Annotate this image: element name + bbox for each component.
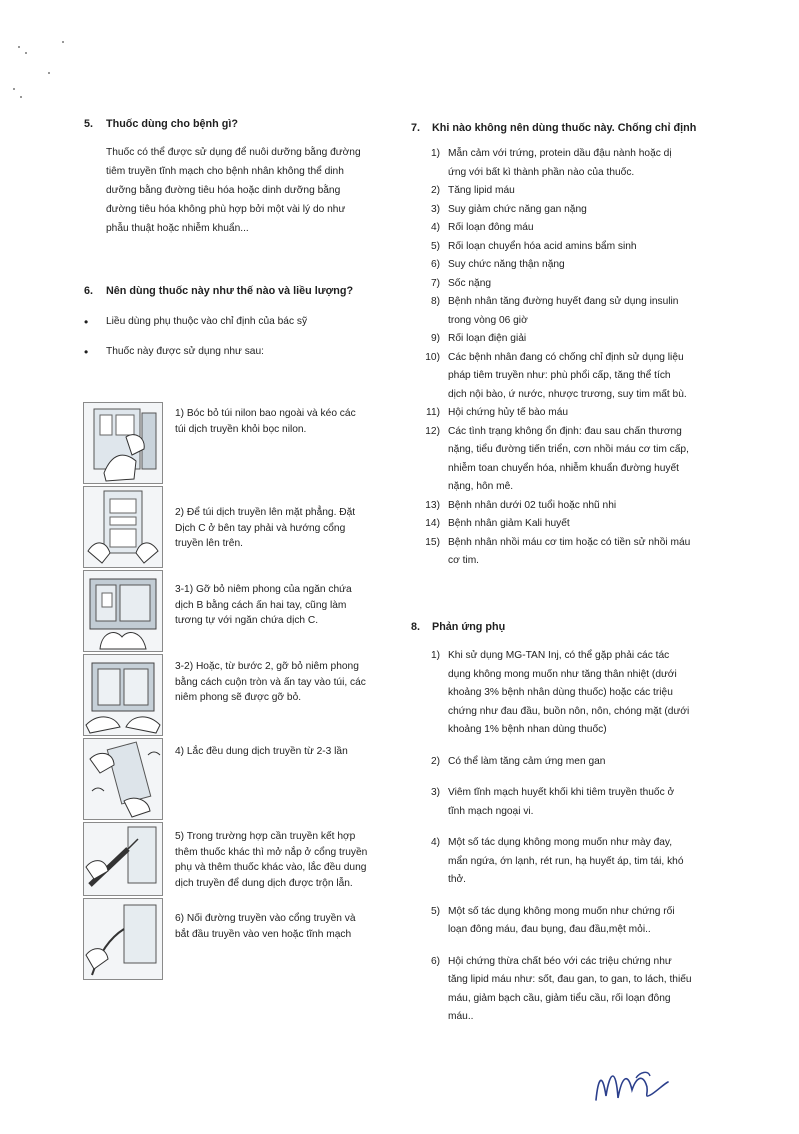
item-line: nặng, tiểu đường tiến triển, cơn nhồi máu cơ tim cấp, (448, 444, 689, 455)
item-number: 6) (430, 259, 440, 270)
bullet-item: • Liều dùng phụ thuộc vào chỉ định của bác sỹ (84, 315, 308, 329)
step-4-illustration (83, 738, 163, 820)
item-line: khoảng 3% bệnh nhân dùng thuốc) hoặc các triệu (448, 687, 673, 698)
list-item (412, 219, 712, 238)
section-5-title: Thuốc dùng cho bệnh gì? (106, 118, 238, 130)
list-item (412, 256, 712, 275)
step-3-2-text: 3-2) Hoặc, từ bước 2, gỡ bỏ niêm phong bằng cách cuộn tròn và ấn tay vào túi, các niêm phong sẽ được gỡ bỏ. (175, 661, 366, 703)
item-number: 1) (430, 650, 440, 661)
item-number: 5) (430, 240, 440, 252)
item-line: khoảng 1% bệnh nhan dùng thuốc) (448, 724, 607, 735)
item-line: nặng, hôn mê. (448, 481, 514, 492)
list-item (412, 145, 712, 182)
item-number: 12) (425, 425, 440, 437)
item-text (448, 275, 712, 294)
item-number: 10) (425, 351, 440, 363)
shaking-bag-icon (84, 739, 162, 819)
item-line: Một số tác dụng không mong muốn như chứng rối (448, 905, 675, 917)
item-line: Có thể làm tăng cảm ứng men gan (448, 755, 606, 767)
list-item (412, 201, 712, 220)
section-6-bullets (84, 313, 384, 361)
syringe-injection-icon (84, 823, 162, 895)
list-item (412, 423, 712, 497)
item-line: Rối loạn điện giải (448, 333, 527, 344)
item-text (448, 515, 712, 534)
item-number: 8) (430, 296, 440, 307)
item-line: Viêm tĩnh mạch huyết khối khi tiêm truyền thuốc ở (448, 787, 675, 798)
section-6-number: 6. (84, 285, 94, 297)
item-number: 3) (430, 787, 440, 798)
step-5-illustration (83, 822, 163, 896)
section-7-title: Khi nào không nên dùng thuốc này. Chống chỉ định (432, 122, 697, 134)
item-number: 5) (430, 905, 440, 917)
step-5-text: 5) Trong trường hợp cần truyền kết hợp thêm thuốc khác thì mở nắp ở cổng truyền phụ và thêm thuốc khác vào, lắc đều dung dịch truyền để dung dịch được trộn lẫn. (175, 831, 368, 889)
item-text (448, 953, 712, 1027)
list-item (412, 182, 712, 201)
item-line: Suy giảm chức năng gan nặng (448, 203, 587, 215)
item-number: 4) (430, 837, 440, 848)
item-line: Tăng lipid máu (448, 185, 515, 196)
scan-speck (13, 88, 15, 90)
section-8-title: Phản ứng phụ (432, 621, 506, 633)
pressing-seal-icon (84, 571, 162, 651)
list-item (412, 534, 712, 571)
item-line: dịch nội bào, ứ nước, nhược trương, suy tim mất bù. (448, 388, 687, 400)
item-line: máu.. (448, 1011, 474, 1022)
list-item (412, 953, 712, 1027)
rolling-bag-icon (84, 655, 162, 735)
item-number: 2) (430, 185, 440, 196)
item-line: Bệnh nhân nhồi máu cơ tim hoặc có tiền sử nhồi máu (448, 536, 691, 548)
item-line: Sốc nặng (448, 277, 492, 289)
item-line: Bệnh nhân dưới 02 tuổi hoặc nhũ nhi (448, 499, 617, 511)
step-1-text: 1) Bóc bỏ túi nilon bao ngoài và kéo các túi dịch truyền khỏi bọc nilon. (175, 408, 356, 435)
item-text (448, 330, 712, 349)
item-line: chứng như đau đầu, buồn nôn, nôn, chóng mặt (dưới (448, 705, 690, 717)
scan-speck (20, 96, 22, 98)
item-line: tăng lipid máu như: sốt, đau gan, to gan, to lách, thiếu (448, 974, 692, 985)
contraindication-list (412, 145, 712, 571)
item-number: 13) (425, 499, 440, 511)
item-line: mẩn ngứa, ớn lạnh, rét run, hạ huyết áp, tim tái, khó (448, 855, 684, 867)
item-line: pháp tiêm truyền như: phù phổi cấp, tăng thể tích (448, 370, 671, 381)
list-item (412, 647, 712, 740)
item-number: 4) (430, 222, 440, 233)
step-4-text: 4) Lắc đều dung dịch truyền từ 2-3 lần (175, 746, 348, 757)
item-text (448, 256, 712, 275)
item-number: 6) (430, 955, 440, 967)
item-line: Suy chức năng thận nặng (448, 259, 565, 270)
item-text (448, 238, 712, 257)
item-text (448, 753, 712, 772)
item-text (448, 497, 712, 516)
item-number: 15) (425, 536, 440, 548)
item-line: loạn đông máu, đau bụng, đau đầu,mệt mỏi.. (448, 924, 651, 935)
item-text (448, 834, 712, 890)
handwritten-signature (592, 1060, 672, 1108)
item-line: ứng với bất kì thành phần nào của thuốc. (448, 166, 635, 178)
section-7-number: 7. (411, 122, 421, 134)
item-line: Bệnh nhân tăng đường huyết đang sử dụng insulin (448, 296, 679, 307)
item-text (448, 201, 712, 220)
scan-speck (18, 46, 20, 48)
step-6-illustration (83, 898, 163, 980)
scan-speck (48, 72, 50, 74)
step-3-1-text: 3-1) Gỡ bỏ niêm phong của ngăn chứa dịch B bằng cách ấn hai tay, cũng làm tương tự với ngăn chứa dịch C. (175, 584, 352, 626)
body-line: Thuốc có thể được sử dụng để nuôi dưỡng bằng đường (106, 147, 361, 158)
item-number: 7) (430, 277, 440, 289)
hands-peeling-bag-icon (84, 403, 162, 483)
item-number: 3) (430, 203, 440, 215)
list-item (412, 293, 712, 330)
item-line: Một số tác dụng không mong muốn như mày đay, (448, 837, 673, 848)
body-line: dưỡng bằng đường tiêu hóa hoặc dinh dưỡng bằng (106, 185, 341, 196)
bullet-dot: • (84, 345, 89, 359)
item-number: 9) (430, 333, 440, 344)
item-line: nhiễm toan chuyển hóa, nhiễm khuẩn đường huyết (448, 462, 679, 474)
list-item (412, 330, 712, 349)
item-line: Khi sử dụng MG-TAN Inj, có thể gặp phải các tác (448, 650, 670, 661)
bag-on-flat-surface-icon (84, 487, 162, 567)
section-8-number: 8. (411, 621, 421, 633)
list-item (412, 903, 712, 940)
item-line: cơ tim. (448, 555, 480, 566)
side-effect-list (412, 647, 712, 1027)
section-6-title: Nên dùng thuốc này như thế nào và liều lượng? (106, 285, 354, 297)
item-line: máu, giảm bạch cầu, giảm tiểu cầu, rối loạn đông (448, 992, 671, 1004)
item-text (448, 349, 712, 405)
item-text (448, 784, 712, 821)
item-line: dụng không mong muốn như tăng thân nhiệt (dưới (448, 668, 677, 680)
scan-speck (62, 41, 64, 43)
body-line: tiêm truyền tĩnh mạch cho bệnh nhân không thể dinh (106, 166, 344, 177)
body-line: đường tiêu hóa không phù hợp bởi một vài lý do như (106, 204, 346, 215)
item-line: trong vòng 06 giờ (448, 314, 528, 326)
item-line: Hội chứng thừa chất béo với các triệu chứng như (448, 955, 672, 967)
item-line: Các tình trạng không ổn định: đau sau chấn thương (448, 425, 682, 437)
item-text (448, 219, 712, 238)
bullet-dot: • (84, 315, 89, 329)
item-text (448, 647, 712, 740)
item-line: Rối loạn chuyển hóa acid amins bẩm sinh (448, 240, 637, 252)
section-5-body (106, 143, 396, 238)
list-item (412, 834, 712, 890)
step-6-text: 6) Nối đường truyền vào cổng truyền và bắt đầu truyền vào ven hoặc tĩnh mạch (175, 913, 356, 940)
item-line: thở. (448, 874, 467, 885)
item-line: Các bệnh nhân đang có chống chỉ định sử dụng liệu (448, 351, 684, 363)
body-line: phẫu thuật hoặc nhiễm khuẩn... (106, 223, 249, 234)
infusion-line-icon (84, 899, 162, 979)
list-item (412, 349, 712, 405)
item-number: 14) (425, 518, 440, 529)
step-3-1-illustration (83, 570, 163, 652)
list-item (412, 497, 712, 516)
item-text (448, 903, 712, 940)
item-number: 2) (430, 755, 440, 767)
bullet-item: • Thuốc này được sử dụng như sau: (84, 345, 264, 359)
list-item (412, 404, 712, 423)
item-line: Hội chứng hủy tế bào máu (448, 407, 569, 418)
item-line: Mẫn cảm với trứng, protein dầu đậu nành hoặc dị (448, 148, 672, 159)
item-text (448, 182, 712, 201)
scan-speck (25, 52, 27, 54)
item-number: 1) (430, 148, 440, 159)
step-2-illustration (83, 486, 163, 568)
item-text (448, 423, 712, 497)
item-text (448, 293, 712, 330)
item-line: Bệnh nhân giảm Kali huyết (448, 518, 570, 529)
item-line: tĩnh mạch ngoại vi. (448, 805, 534, 817)
list-item (412, 238, 712, 257)
list-item (412, 753, 712, 772)
list-item (412, 784, 712, 821)
item-text (448, 145, 712, 182)
item-text (448, 404, 712, 423)
list-item (412, 275, 712, 294)
step-1-illustration (83, 402, 163, 484)
item-number: 11) (426, 407, 440, 418)
list-item (412, 515, 712, 534)
section-5-number: 5. (84, 118, 94, 130)
item-line: Rối loạn đông máu (448, 222, 534, 233)
step-3-2-illustration (83, 654, 163, 736)
step-2-text: 2) Để túi dịch truyền lên mặt phẳng. Đặt Dịch C ở bên tay phải và hướng cổng truyền lên trên. (175, 507, 356, 549)
item-text (448, 534, 712, 571)
